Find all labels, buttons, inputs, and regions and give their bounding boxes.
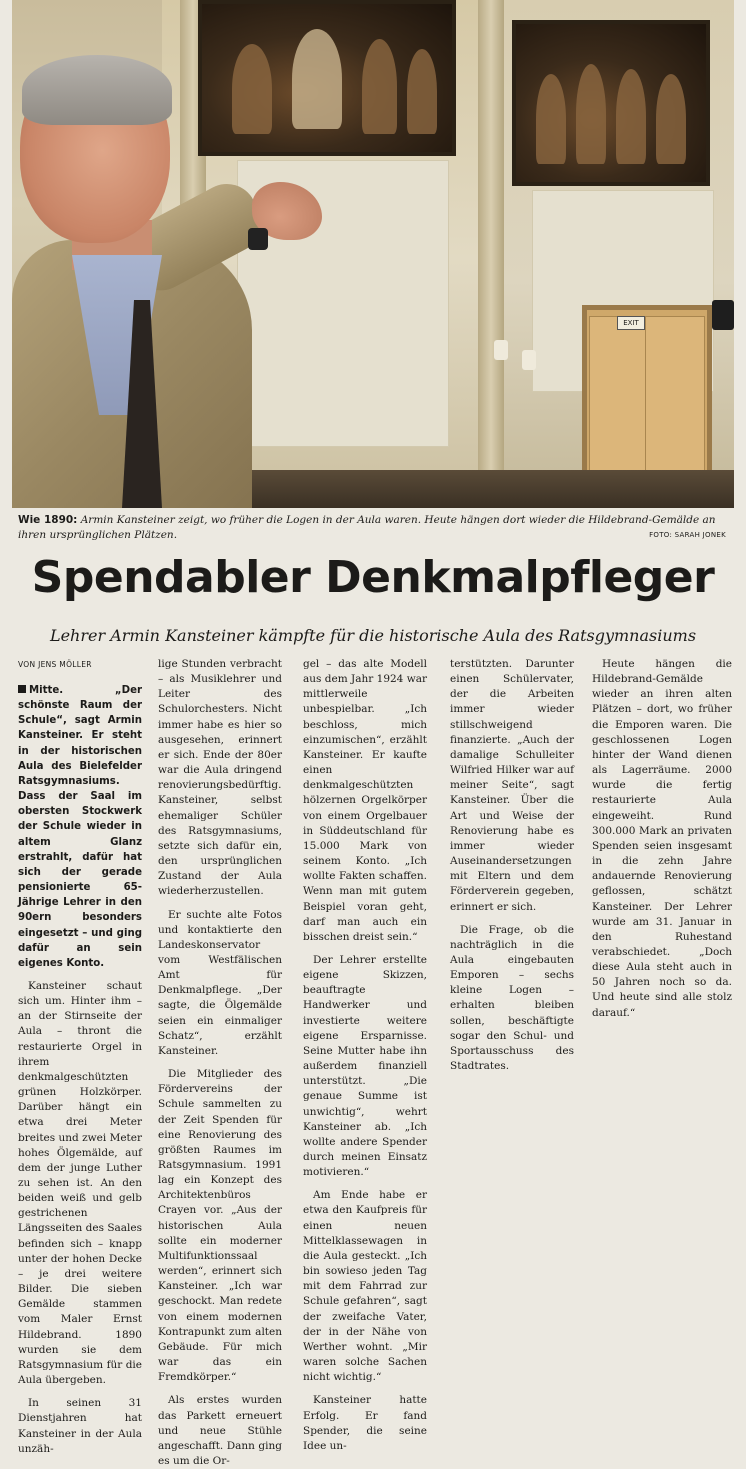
photo-caption <box>18 513 734 542</box>
paragraph: Er suchte alte Fotos und kontaktierte den Landeskonservator vom Westfälischen Amt für Denkmalpflege. „Der sagte, die Ölgemälde seien ein einmaliger Schatz“, erzählt Kansteiner. <box>158 908 282 1057</box>
article-column-4 <box>450 657 574 1074</box>
article-column-5 <box>592 657 732 1021</box>
paragraph: Die Mitglieder des Fördervereins der Schule sammelten zu der Zeit Spenden für eine Renovierung des größten Raumes im Ratsgymnasium. 1991 lag ein Konzept des Architektenbüros Crayen vor. „Aus der historischen Aula sollte ein moderner Multifunktionssaal werden“, erinnert sich Kansteiner. „Ich war geschockt. Man redete von einem modernen Kontrapunkt zum alten Gebäude. Für mich war das ein Fremdkörper.“ <box>158 1068 282 1384</box>
paragraph: terstützten. Darunter einen Schülervater, der die Arbeiten immer wieder stillschweigend finanzierte. „Auch der damalige Schulleiter Wilfried Hilker war auf meiner Seite“, sagt Kansteiner. Über die Art und Weise der Renovierung habe es immer wieder Auseinandersetzungen mit Eltern und dem Förderverein gegeben, erinnert er sich. <box>450 658 574 913</box>
bullet-square-icon <box>18 685 26 693</box>
paragraph: Heute hängen die Hildebrand-Gemälde wieder an ihren alten Plätzen – dort, wo früher die Emporen waren. Die geschlossenen Logen hinter der Wand dienen als Lagerräume. 2000 wurde die fertig restaurierte Aula eingeweiht. Rund 300.000 Mark an privaten Spenden seien insgesamt in die zehn Jahre andauernde Renovierung geflossen, schätzt Kansteiner. Der Lehrer wurde am 31. Januar in den Ruhestand verabschiedet. „Doch diese Aula steht auch in 50 Jahren noch so da. Und heute sind alle stolz darauf.“ <box>592 658 732 1019</box>
wristwatch-icon <box>248 228 268 250</box>
paragraph: gel – das alte Modell aus dem Jahr 1924 war mittlerweile unbespielbar. „Ich beschloss, mich einzumischen“, erzählt Kansteiner. Er kaufte einen denkmalgeschützten hölzernen Orgelkörper von einem Orgelbauer in Süddeutschland für 15.000 Mark von seinem Konto. „Ich wollte Fakten schaffen. Wenn man mit gutem Beispiel voran geht, darf man auch ein bisschen dreist sein.“ <box>303 658 427 943</box>
paragraph: Kansteiner schaut sich um. Hinter ihm – an der Stirnseite der Aula – thront die restaurierte Orgel in ihrem denkmalgeschützten grünen Holzkörper. Darüber hängt ein etwa drei Meter breites und zwei Meter hohes Ölgemälde, auf dem der junge Luther zu sehen ist. An den beiden weiß und gelb gestrichenen Längsseiten des Saales befinden sich – knapp unter der hohen Decke – je drei weitere Bilder. Die sieben Gemälde stammen vom Maler Ernst Hildebrand. 1890 wurden sie dem Ratsgymnasium für die Aula übergeben. <box>18 979 142 1387</box>
wall-lamp-icon <box>494 340 508 360</box>
paragraph: In seinen 31 Dienstjahren hat Kansteiner in der Aula unzäh- <box>18 1397 142 1455</box>
wall-lamp-icon <box>522 350 536 370</box>
byline: VON JENS MÖLLER <box>18 660 92 669</box>
speaker-icon <box>712 300 734 330</box>
caption-text: Armin Kansteiner zeigt, wo früher die Logen in der Aula waren. Heute hängen dort wieder die Hildebrand-Gemälde an ihren ursprünglichen Plätzen. <box>18 514 716 541</box>
aula-door <box>582 305 712 485</box>
article-photo <box>12 0 734 508</box>
article-column-1 <box>18 683 142 1457</box>
man-hair <box>22 55 172 125</box>
hildebrand-painting <box>512 20 710 186</box>
lead-paragraph <box>18 683 142 971</box>
photo-credit: FOTO: SARAH JONEK <box>649 531 726 539</box>
headline: Spendabler Denkmalpfleger <box>31 552 715 603</box>
article-column-2 <box>158 657 282 1469</box>
lead-text: Mitte. „Der schönste Raum der Schule“, sagt Armin Kansteiner. Er steht in der historischen Aula des Bielefelder Ratsgymnasiums. Dass der Saal im obersten Stockwerk der Schule wieder in altem Glanz erstrahlt, dafür hat sich der gerade pensionierte 65-Jährige Lehrer in den 90ern besonders eingesetzt – und ging dafür an sein eigenes Konto. <box>18 685 142 969</box>
paragraph: Die Frage, ob die nachträglich in die Aula eingebauten Emporen – sechs kleine Logen – erhalten bleiben sollen, beschäftigte sogar den Schul- und Sportausschuss des Stadtrates. <box>450 923 574 1073</box>
article-column-3 <box>303 657 427 1454</box>
paragraph: Als erstes wurden das Parkett erneuert und neue Stühle angeschafft. Dann ging es um die Or- <box>158 1394 282 1467</box>
exit-sign-icon: EXIT <box>617 316 645 330</box>
paragraph: Am Ende habe er etwa den Kaufpreis für einen neuen Mittelklassewagen in die Aula gesteckt. „Ich bin sowieso jeden Tag mit dem Fahrrad zur Schule gefahren“, sagt der zweifache Vater, der in der Nähe von Werther wohnt. „Mir waren solche Sachen nicht wichtig.“ <box>303 1189 427 1384</box>
subheadline: Lehrer Armin Kansteiner kämpfte für die historische Aula des Ratsgymnasiums <box>49 626 697 645</box>
hildebrand-painting <box>198 0 456 156</box>
caption-lead: Wie 1890: <box>18 514 78 526</box>
paragraph: Kansteiner hatte Erfolg. Er fand Spender, die seine Idee un- <box>303 1394 427 1452</box>
pilaster <box>478 0 504 470</box>
paragraph: lige Stunden verbracht – als Musiklehrer und Leiter des Schulorchesters. Nicht immer habe es hier so ausgesehen, erinnert er sich. Ende der 80er war die Aula dringend renovierungsbedürftig. Kansteiner, selbst ehemaliger Schüler des Ratsgymnasiums, setzte sich dafür ein, den ursprünglichen Zustand der Aula wiederherzustellen. <box>158 658 282 898</box>
paragraph: Der Lehrer erstellte eigene Skizzen, beauftragte Handwerker und investierte weitere eigene Ersparnisse. Seine Mutter habe ihn außerdem finanziell unterstützt. „Die genaue Summe ist unwichtig“, wehrt Kansteiner ab. „Ich wollte andere Spender durch meinen Einsatz motivieren.“ <box>303 953 427 1179</box>
